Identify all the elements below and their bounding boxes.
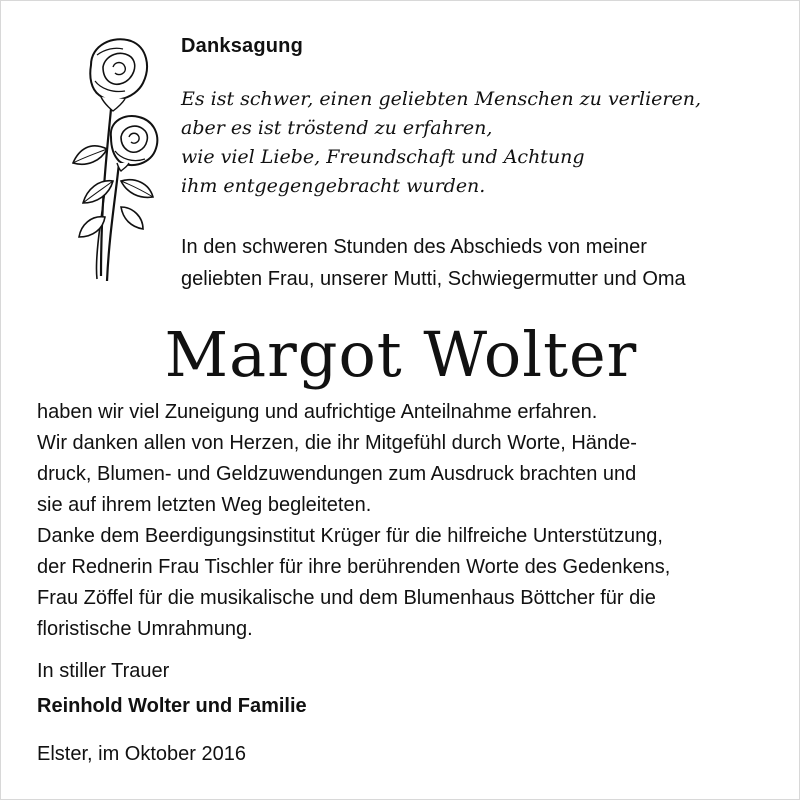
mourning-line: In stiller Trauer xyxy=(37,660,170,682)
body-line: Wir danken allen von Herzen, die ihr Mitgefühl durch Worte, Hände- xyxy=(37,432,637,454)
body-line: floristische Umrahmung. xyxy=(37,618,253,640)
intro-text xyxy=(181,231,686,295)
body-line: der Rednerin Frau Tischler für ihre berührenden Worte des Gedenkens, xyxy=(37,556,671,578)
intro-line: geliebten Frau, unserer Mutti, Schwiegermutter und Oma xyxy=(181,268,686,290)
poem-line: ihm entgegengebracht wurden. xyxy=(181,175,486,197)
poem xyxy=(181,85,701,201)
rose-icon xyxy=(61,31,169,291)
notice-heading: Danksagung xyxy=(181,35,304,57)
body-line: Danke dem Beerdigungsinstitut Krüger für die hilfreiche Unterstützung, xyxy=(37,525,663,547)
poem-line: aber es ist tröstend zu erfahren, xyxy=(181,117,493,139)
body-text xyxy=(37,397,670,645)
body-line: druck, Blumen- und Geldzuwendungen zum Ausdruck brachten und xyxy=(37,463,637,485)
signer-name: Reinhold Wolter und Familie xyxy=(37,695,307,717)
poem-line: wie viel Liebe, Freundschaft und Achtung xyxy=(181,146,585,168)
poem-line: Es ist schwer, einen geliebten Menschen zu verlieren, xyxy=(181,88,702,110)
deceased-name: Margot Wolter xyxy=(164,318,638,391)
place-date: Elster, im Oktober 2016 xyxy=(37,743,246,765)
intro-line: In den schweren Stunden des Abschieds von meiner xyxy=(181,236,647,258)
body-line: haben wir viel Zuneigung und aufrichtige Anteilnahme erfahren. xyxy=(37,401,598,423)
body-line: Frau Zöffel für die musikalische und dem Blumenhaus Böttcher für die xyxy=(37,587,656,609)
body-line: sie auf ihrem letzten Weg begleiteten. xyxy=(37,494,372,516)
